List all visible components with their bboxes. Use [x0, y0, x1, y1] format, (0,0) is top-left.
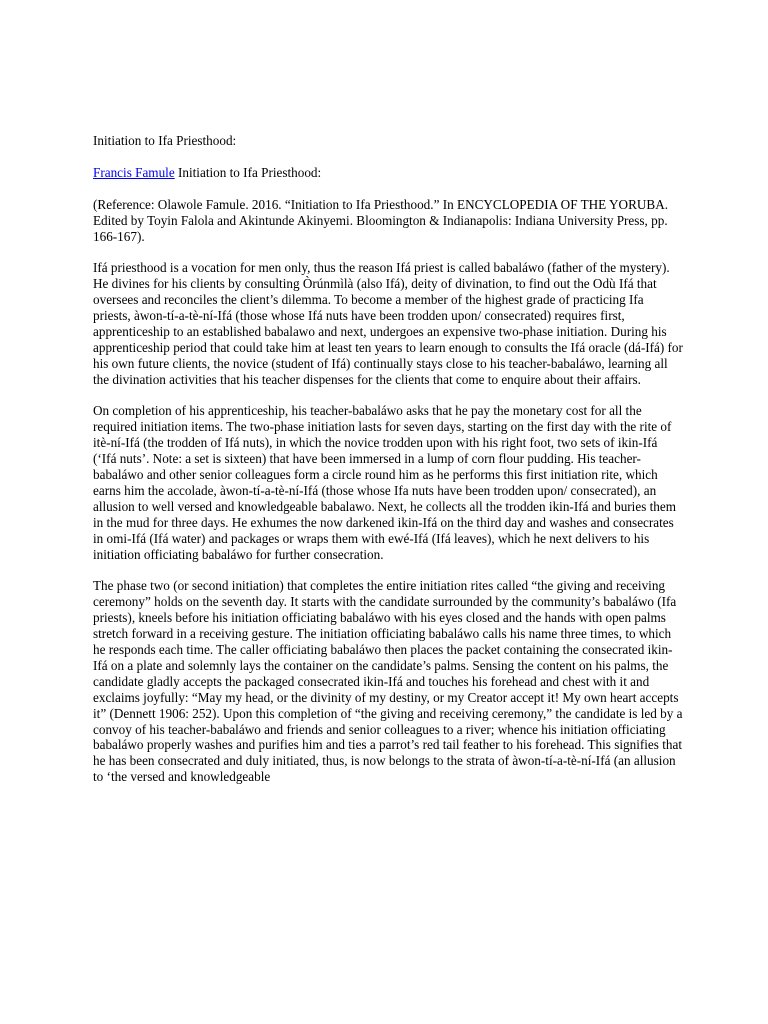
byline	[93, 165, 683, 181]
reference-paragraph: (Reference: Olawole Famule. 2016. “Initiation to Ifa Priesthood.” In ENCYCLOPEDIA OF THE YORUBA. Edited by Toyin Falola and Akintunde Akinyemi. Bloomington & Indianapolis: Indiana University Press, pp. 166-167).	[93, 196, 669, 244]
document-page	[93, 133, 683, 801]
body-paragraph-2: On completion of his apprenticeship, his teacher-babaláwo asks that he pay the monetary cost for all the required initiation items. The two-phase initiation lasts for seven days, starting on the first day with the rite of itè-ní-Ifá (the trodden of Ifá nuts), in which the novice trodden upon with his right foot, two sets of ikin-Ifá (‘Ifá nuts’. Note: a set is sixteen) that have been immersed in a lump of corn flour pudding. His teacher-babaláwo and other senior colleagues form a circle round him as he performs this first initiation rite, which earns him the accolade, àwon-tí-a-tè-ní-Ifá (those whose Ifa nuts have been trodden upon/ consecrated), an allusion to well versed and knowledgeable babalawo. Next, he collects all the trodden ikin-Ifá and buries them in the mud for three days. He exhumes the now darkened ikin-Ifá on the third day and washes and consecrates in omi-Ifá (Ifá water) and packages or wraps them with ewé-Ifá (Ifá leaves), which he next delivers to his initiation officiating babaláwo for further consecration.	[93, 403, 676, 562]
body-paragraph-1: Ifá priesthood is a vocation for men only, thus the reason Ifá priest is called babaláwo (father of the mystery). He divines for his clients by consulting Òrúnmìlà (also Ifá), deity of divination, to find out the Odù Ifá that oversees and reconciles the client’s dilemma. To become a member of the highest grade of practicing Ifa priests, àwon-tí-a-tè-ní-Ifá (those whose Ifá nuts have been trodden upon/ consecrated) requires first, apprenticeship to an established babalawo and next, undergoes an expensive two-phase initiation. During his apprenticeship period that could take him at least ten years to learn enough to consults the Ifá oracle (dá-Ifá) for his own future clients, the novice (student of Ifá) continually stays close to his teacher-babaláwo, learning all the divination activities that his teacher dispenses for the clients that come to enquire about their affairs.	[93, 260, 683, 387]
document-title: Initiation to Ifa Priesthood:	[93, 133, 237, 148]
byline-text: Initiation to Ifa Priesthood:	[174, 164, 322, 180]
body-paragraph-3: The phase two (or second initiation) that completes the entire initiation rites called “the giving and receiving ceremony” holds on the seventh day. It starts with the candidate surrounded by the community’s babaláwo (Ifa priests), kneels before his initiation officiating babaláwo with his eyes closed and the hands with open palms stretch forward in a receiving gesture. The initiation officiating babaláwo calls his name three times, to which he responds each time. The caller officiating babaláwo then places the packet containing the consecrated ikin-Ifá on a plate and solemnly lays the container on the candidate’s palms. Sensing the content on his palms, the candidate gladly accepts the packaged consecrated ikin-Ifá and touches his forehead and chest with it and exclaims joyfully: “May my head, or the divinity of my destiny, or my Creator accept it! My own heart accepts it” (Dennett 1906: 252). Upon this completion of “the giving and receiving ceremony,” the candidate is led by a convoy of his teacher-babaláwo and friends and senior colleagues to a river; whence his initiation officiating babaláwo properly washes and purifies him and ties a parrot’s red tail feather to his forehead. This signifies that he has been consecrated and duly initiated, thus, is now belongs to the strata of àwon-tí-a-tè-ní-Ifá (an allusion to ‘the versed and knowledgeable	[93, 578, 683, 785]
author-link[interactable]: Francis Famule	[93, 164, 175, 180]
